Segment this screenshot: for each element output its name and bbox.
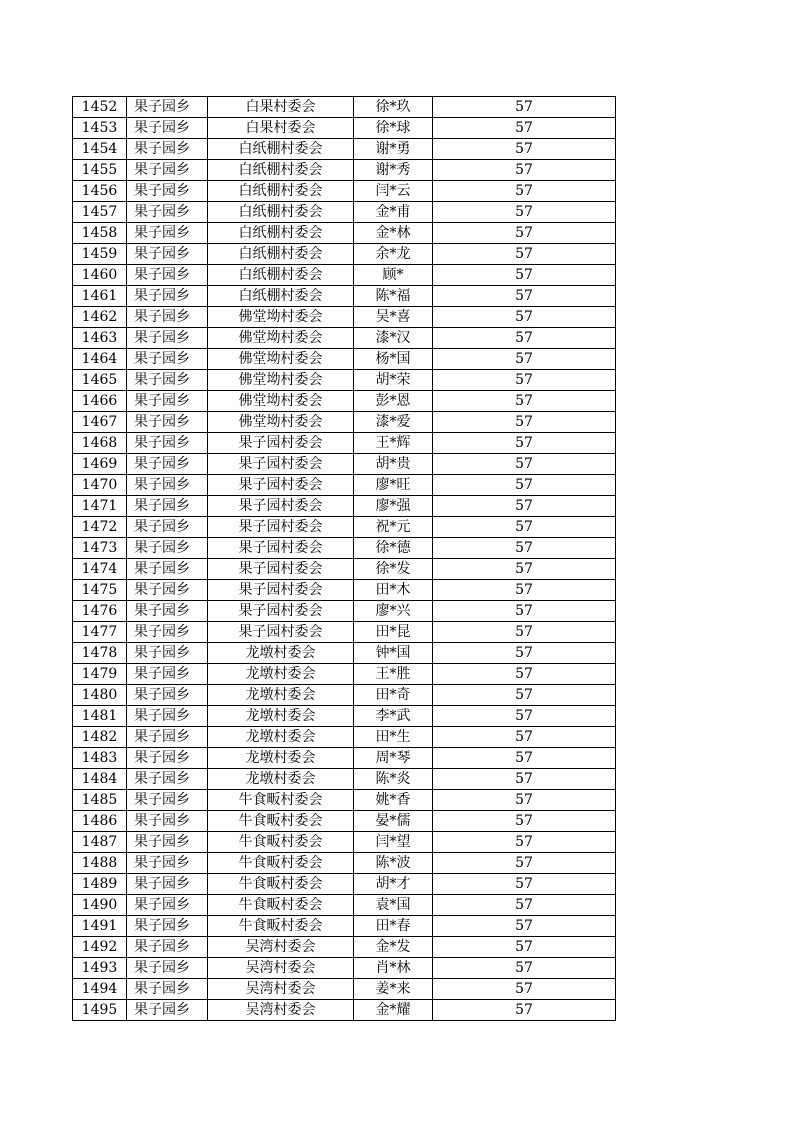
cell-township: 果子园乡: [127, 832, 208, 853]
cell-value: 57: [433, 832, 616, 853]
cell-serial-number: 1471: [73, 496, 127, 517]
cell-township: 果子园乡: [127, 811, 208, 832]
cell-village-committee: 果子园村委会: [208, 538, 354, 559]
cell-township: 果子园乡: [127, 685, 208, 706]
table-row: [73, 769, 616, 790]
cell-township: 果子园乡: [127, 958, 208, 979]
cell-village-committee: 龙墩村委会: [208, 769, 354, 790]
table-row: [73, 202, 616, 223]
cell-village-committee: 龙墩村委会: [208, 685, 354, 706]
cell-village-committee: 吴湾村委会: [208, 979, 354, 1000]
cell-serial-number: 1470: [73, 475, 127, 496]
cell-township: 果子园乡: [127, 538, 208, 559]
cell-village-committee: 龙墩村委会: [208, 727, 354, 748]
table-row: [73, 181, 616, 202]
table-row: [73, 790, 616, 811]
table-row: [73, 874, 616, 895]
cell-village-committee: 佛堂坳村委会: [208, 307, 354, 328]
cell-village-committee: 吴湾村委会: [208, 958, 354, 979]
cell-serial-number: 1488: [73, 853, 127, 874]
cell-serial-number: 1494: [73, 979, 127, 1000]
cell-value: 57: [433, 307, 616, 328]
cell-value: 57: [433, 916, 616, 937]
cell-township: 果子园乡: [127, 433, 208, 454]
cell-serial-number: 1460: [73, 265, 127, 286]
cell-person-name: 田*生: [354, 727, 433, 748]
cell-village-committee: 果子园村委会: [208, 517, 354, 538]
table-row: [73, 1000, 616, 1021]
cell-township: 果子园乡: [127, 496, 208, 517]
cell-value: 57: [433, 391, 616, 412]
cell-village-committee: 佛堂坳村委会: [208, 412, 354, 433]
cell-value: 57: [433, 937, 616, 958]
cell-township: 果子园乡: [127, 937, 208, 958]
cell-serial-number: 1455: [73, 160, 127, 181]
table-row: [73, 937, 616, 958]
cell-township: 果子园乡: [127, 580, 208, 601]
cell-village-committee: 牛食畈村委会: [208, 916, 354, 937]
cell-person-name: 田*木: [354, 580, 433, 601]
cell-serial-number: 1487: [73, 832, 127, 853]
cell-serial-number: 1490: [73, 895, 127, 916]
cell-person-name: 顾*: [354, 265, 433, 286]
cell-village-committee: 白纸棚村委会: [208, 202, 354, 223]
table-row: [73, 895, 616, 916]
cell-village-committee: 龙墩村委会: [208, 748, 354, 769]
cell-serial-number: 1485: [73, 790, 127, 811]
table-row: [73, 706, 616, 727]
cell-value: 57: [433, 685, 616, 706]
cell-township: 果子园乡: [127, 622, 208, 643]
table-row: [73, 517, 616, 538]
cell-person-name: 祝*元: [354, 517, 433, 538]
cell-value: 57: [433, 601, 616, 622]
data-table: [72, 96, 616, 1021]
cell-value: 57: [433, 643, 616, 664]
cell-village-committee: 果子园村委会: [208, 433, 354, 454]
cell-serial-number: 1483: [73, 748, 127, 769]
cell-township: 果子园乡: [127, 118, 208, 139]
table-row: [73, 454, 616, 475]
table-row: [73, 811, 616, 832]
cell-value: 57: [433, 475, 616, 496]
cell-person-name: 徐*德: [354, 538, 433, 559]
table-row: [73, 643, 616, 664]
cell-village-committee: 牛食畈村委会: [208, 811, 354, 832]
table-row: [73, 286, 616, 307]
cell-village-committee: 牛食畈村委会: [208, 853, 354, 874]
cell-village-committee: 白纸棚村委会: [208, 223, 354, 244]
cell-township: 果子园乡: [127, 454, 208, 475]
table-row: [73, 958, 616, 979]
cell-person-name: 金*甫: [354, 202, 433, 223]
table-body: [73, 97, 616, 1021]
cell-value: 57: [433, 349, 616, 370]
cell-value: 57: [433, 748, 616, 769]
cell-serial-number: 1478: [73, 643, 127, 664]
table-row: [73, 433, 616, 454]
cell-township: 果子园乡: [127, 853, 208, 874]
cell-value: 57: [433, 538, 616, 559]
cell-township: 果子园乡: [127, 916, 208, 937]
cell-value: 57: [433, 706, 616, 727]
table-row: [73, 685, 616, 706]
table-row: [73, 118, 616, 139]
cell-village-committee: 白果村委会: [208, 118, 354, 139]
cell-serial-number: 1467: [73, 412, 127, 433]
table-row: [73, 832, 616, 853]
cell-person-name: 金*耀: [354, 1000, 433, 1021]
cell-person-name: 吴*喜: [354, 307, 433, 328]
cell-serial-number: 1469: [73, 454, 127, 475]
table-row: [73, 265, 616, 286]
cell-village-committee: 龙墩村委会: [208, 643, 354, 664]
cell-person-name: 漆*汉: [354, 328, 433, 349]
cell-serial-number: 1462: [73, 307, 127, 328]
cell-township: 果子园乡: [127, 244, 208, 265]
cell-person-name: 谢*勇: [354, 139, 433, 160]
table-row: [73, 370, 616, 391]
cell-serial-number: 1481: [73, 706, 127, 727]
cell-village-committee: 牛食畈村委会: [208, 874, 354, 895]
cell-value: 57: [433, 622, 616, 643]
cell-serial-number: 1484: [73, 769, 127, 790]
cell-person-name: 杨*国: [354, 349, 433, 370]
cell-person-name: 徐*玖: [354, 97, 433, 118]
cell-person-name: 陈*炎: [354, 769, 433, 790]
cell-person-name: 徐*球: [354, 118, 433, 139]
cell-township: 果子园乡: [127, 706, 208, 727]
table-row: [73, 664, 616, 685]
cell-person-name: 廖*兴: [354, 601, 433, 622]
cell-person-name: 姚*香: [354, 790, 433, 811]
cell-serial-number: 1466: [73, 391, 127, 412]
cell-township: 果子园乡: [127, 160, 208, 181]
cell-person-name: 姜*来: [354, 979, 433, 1000]
cell-value: 57: [433, 790, 616, 811]
cell-value: 57: [433, 181, 616, 202]
cell-value: 57: [433, 433, 616, 454]
cell-village-committee: 白纸棚村委会: [208, 160, 354, 181]
cell-township: 果子园乡: [127, 895, 208, 916]
cell-village-committee: 白果村委会: [208, 97, 354, 118]
cell-value: 57: [433, 286, 616, 307]
table-row: [73, 559, 616, 580]
cell-township: 果子园乡: [127, 769, 208, 790]
cell-village-committee: 果子园村委会: [208, 454, 354, 475]
cell-person-name: 李*武: [354, 706, 433, 727]
cell-value: 57: [433, 811, 616, 832]
table-row: [73, 328, 616, 349]
cell-village-committee: 佛堂坳村委会: [208, 370, 354, 391]
cell-person-name: 金*发: [354, 937, 433, 958]
cell-township: 果子园乡: [127, 559, 208, 580]
cell-serial-number: 1489: [73, 874, 127, 895]
cell-value: 57: [433, 202, 616, 223]
cell-township: 果子园乡: [127, 97, 208, 118]
cell-serial-number: 1475: [73, 580, 127, 601]
cell-value: 57: [433, 517, 616, 538]
cell-value: 57: [433, 664, 616, 685]
table-row: [73, 391, 616, 412]
cell-village-committee: 果子园村委会: [208, 496, 354, 517]
cell-person-name: 王*辉: [354, 433, 433, 454]
cell-village-committee: 白纸棚村委会: [208, 139, 354, 160]
table-row: [73, 475, 616, 496]
cell-township: 果子园乡: [127, 139, 208, 160]
cell-township: 果子园乡: [127, 223, 208, 244]
cell-township: 果子园乡: [127, 307, 208, 328]
cell-serial-number: 1482: [73, 727, 127, 748]
cell-value: 57: [433, 727, 616, 748]
cell-village-committee: 果子园村委会: [208, 601, 354, 622]
cell-person-name: 廖*旺: [354, 475, 433, 496]
table-row: [73, 223, 616, 244]
cell-township: 果子园乡: [127, 790, 208, 811]
cell-serial-number: 1459: [73, 244, 127, 265]
cell-value: 57: [433, 769, 616, 790]
cell-person-name: 田*奇: [354, 685, 433, 706]
cell-person-name: 徐*发: [354, 559, 433, 580]
cell-township: 果子园乡: [127, 202, 208, 223]
cell-value: 57: [433, 559, 616, 580]
table-row: [73, 853, 616, 874]
cell-serial-number: 1465: [73, 370, 127, 391]
cell-value: 57: [433, 496, 616, 517]
cell-person-name: 廖*强: [354, 496, 433, 517]
cell-value: 57: [433, 580, 616, 601]
table-row: [73, 139, 616, 160]
cell-value: 57: [433, 328, 616, 349]
table-row: [73, 160, 616, 181]
cell-serial-number: 1458: [73, 223, 127, 244]
cell-serial-number: 1473: [73, 538, 127, 559]
table-row: [73, 307, 616, 328]
cell-value: 57: [433, 853, 616, 874]
cell-serial-number: 1453: [73, 118, 127, 139]
cell-village-committee: 吴湾村委会: [208, 937, 354, 958]
cell-serial-number: 1480: [73, 685, 127, 706]
cell-value: 57: [433, 244, 616, 265]
cell-value: 57: [433, 223, 616, 244]
cell-serial-number: 1491: [73, 916, 127, 937]
cell-value: 57: [433, 160, 616, 181]
cell-serial-number: 1468: [73, 433, 127, 454]
cell-township: 果子园乡: [127, 748, 208, 769]
cell-township: 果子园乡: [127, 475, 208, 496]
cell-township: 果子园乡: [127, 370, 208, 391]
cell-village-committee: 吴湾村委会: [208, 1000, 354, 1021]
cell-serial-number: 1452: [73, 97, 127, 118]
cell-person-name: 漆*爱: [354, 412, 433, 433]
cell-township: 果子园乡: [127, 265, 208, 286]
cell-serial-number: 1456: [73, 181, 127, 202]
cell-serial-number: 1476: [73, 601, 127, 622]
cell-value: 57: [433, 412, 616, 433]
cell-village-committee: 果子园村委会: [208, 622, 354, 643]
cell-serial-number: 1461: [73, 286, 127, 307]
cell-person-name: 陈*波: [354, 853, 433, 874]
cell-serial-number: 1472: [73, 517, 127, 538]
cell-village-committee: 龙墩村委会: [208, 664, 354, 685]
cell-township: 果子园乡: [127, 412, 208, 433]
cell-township: 果子园乡: [127, 181, 208, 202]
cell-value: 57: [433, 139, 616, 160]
cell-township: 果子园乡: [127, 1000, 208, 1021]
cell-township: 果子园乡: [127, 349, 208, 370]
table-row: [73, 601, 616, 622]
cell-township: 果子园乡: [127, 328, 208, 349]
cell-person-name: 周*琴: [354, 748, 433, 769]
cell-person-name: 陈*福: [354, 286, 433, 307]
cell-value: 57: [433, 1000, 616, 1021]
cell-serial-number: 1463: [73, 328, 127, 349]
cell-person-name: 袁*国: [354, 895, 433, 916]
cell-value: 57: [433, 979, 616, 1000]
cell-village-committee: 果子园村委会: [208, 580, 354, 601]
cell-value: 57: [433, 874, 616, 895]
cell-person-name: 闫*望: [354, 832, 433, 853]
cell-person-name: 彭*恩: [354, 391, 433, 412]
cell-value: 57: [433, 118, 616, 139]
cell-person-name: 王*胜: [354, 664, 433, 685]
cell-township: 果子园乡: [127, 664, 208, 685]
table-row: [73, 916, 616, 937]
cell-value: 57: [433, 370, 616, 391]
cell-value: 57: [433, 895, 616, 916]
cell-person-name: 胡*才: [354, 874, 433, 895]
cell-village-committee: 佛堂坳村委会: [208, 391, 354, 412]
cell-village-committee: 牛食畈村委会: [208, 790, 354, 811]
table-row: [73, 244, 616, 265]
cell-person-name: 胡*贵: [354, 454, 433, 475]
cell-serial-number: 1464: [73, 349, 127, 370]
cell-serial-number: 1492: [73, 937, 127, 958]
table-row: [73, 412, 616, 433]
cell-township: 果子园乡: [127, 286, 208, 307]
cell-serial-number: 1479: [73, 664, 127, 685]
cell-serial-number: 1457: [73, 202, 127, 223]
cell-person-name: 闫*云: [354, 181, 433, 202]
cell-value: 57: [433, 97, 616, 118]
cell-serial-number: 1474: [73, 559, 127, 580]
cell-village-committee: 白纸棚村委会: [208, 181, 354, 202]
table-row: [73, 727, 616, 748]
cell-serial-number: 1477: [73, 622, 127, 643]
cell-person-name: 金*林: [354, 223, 433, 244]
cell-serial-number: 1486: [73, 811, 127, 832]
cell-person-name: 田*昆: [354, 622, 433, 643]
cell-village-committee: 牛食畈村委会: [208, 832, 354, 853]
cell-village-committee: 白纸棚村委会: [208, 265, 354, 286]
table-row: [73, 580, 616, 601]
table-row: [73, 538, 616, 559]
cell-village-committee: 果子园村委会: [208, 559, 354, 580]
table-row: [73, 496, 616, 517]
cell-township: 果子园乡: [127, 727, 208, 748]
table-row: [73, 349, 616, 370]
cell-serial-number: 1495: [73, 1000, 127, 1021]
cell-village-committee: 果子园村委会: [208, 475, 354, 496]
cell-village-committee: 白纸棚村委会: [208, 244, 354, 265]
cell-serial-number: 1454: [73, 139, 127, 160]
cell-person-name: 肖*林: [354, 958, 433, 979]
table-row: [73, 979, 616, 1000]
cell-village-committee: 佛堂坳村委会: [208, 349, 354, 370]
cell-value: 57: [433, 958, 616, 979]
cell-township: 果子园乡: [127, 643, 208, 664]
cell-person-name: 谢*秀: [354, 160, 433, 181]
cell-value: 57: [433, 265, 616, 286]
cell-village-committee: 龙墩村委会: [208, 706, 354, 727]
cell-person-name: 钟*国: [354, 643, 433, 664]
cell-village-committee: 白纸棚村委会: [208, 286, 354, 307]
table-row: [73, 97, 616, 118]
cell-township: 果子园乡: [127, 979, 208, 1000]
cell-village-committee: 牛食畈村委会: [208, 895, 354, 916]
cell-township: 果子园乡: [127, 874, 208, 895]
cell-person-name: 余*龙: [354, 244, 433, 265]
cell-township: 果子园乡: [127, 601, 208, 622]
cell-person-name: 胡*荣: [354, 370, 433, 391]
cell-person-name: 田*春: [354, 916, 433, 937]
cell-value: 57: [433, 454, 616, 475]
table-row: [73, 748, 616, 769]
cell-township: 果子园乡: [127, 517, 208, 538]
cell-person-name: 晏*儒: [354, 811, 433, 832]
cell-village-committee: 佛堂坳村委会: [208, 328, 354, 349]
cell-township: 果子园乡: [127, 391, 208, 412]
table-row: [73, 622, 616, 643]
cell-serial-number: 1493: [73, 958, 127, 979]
